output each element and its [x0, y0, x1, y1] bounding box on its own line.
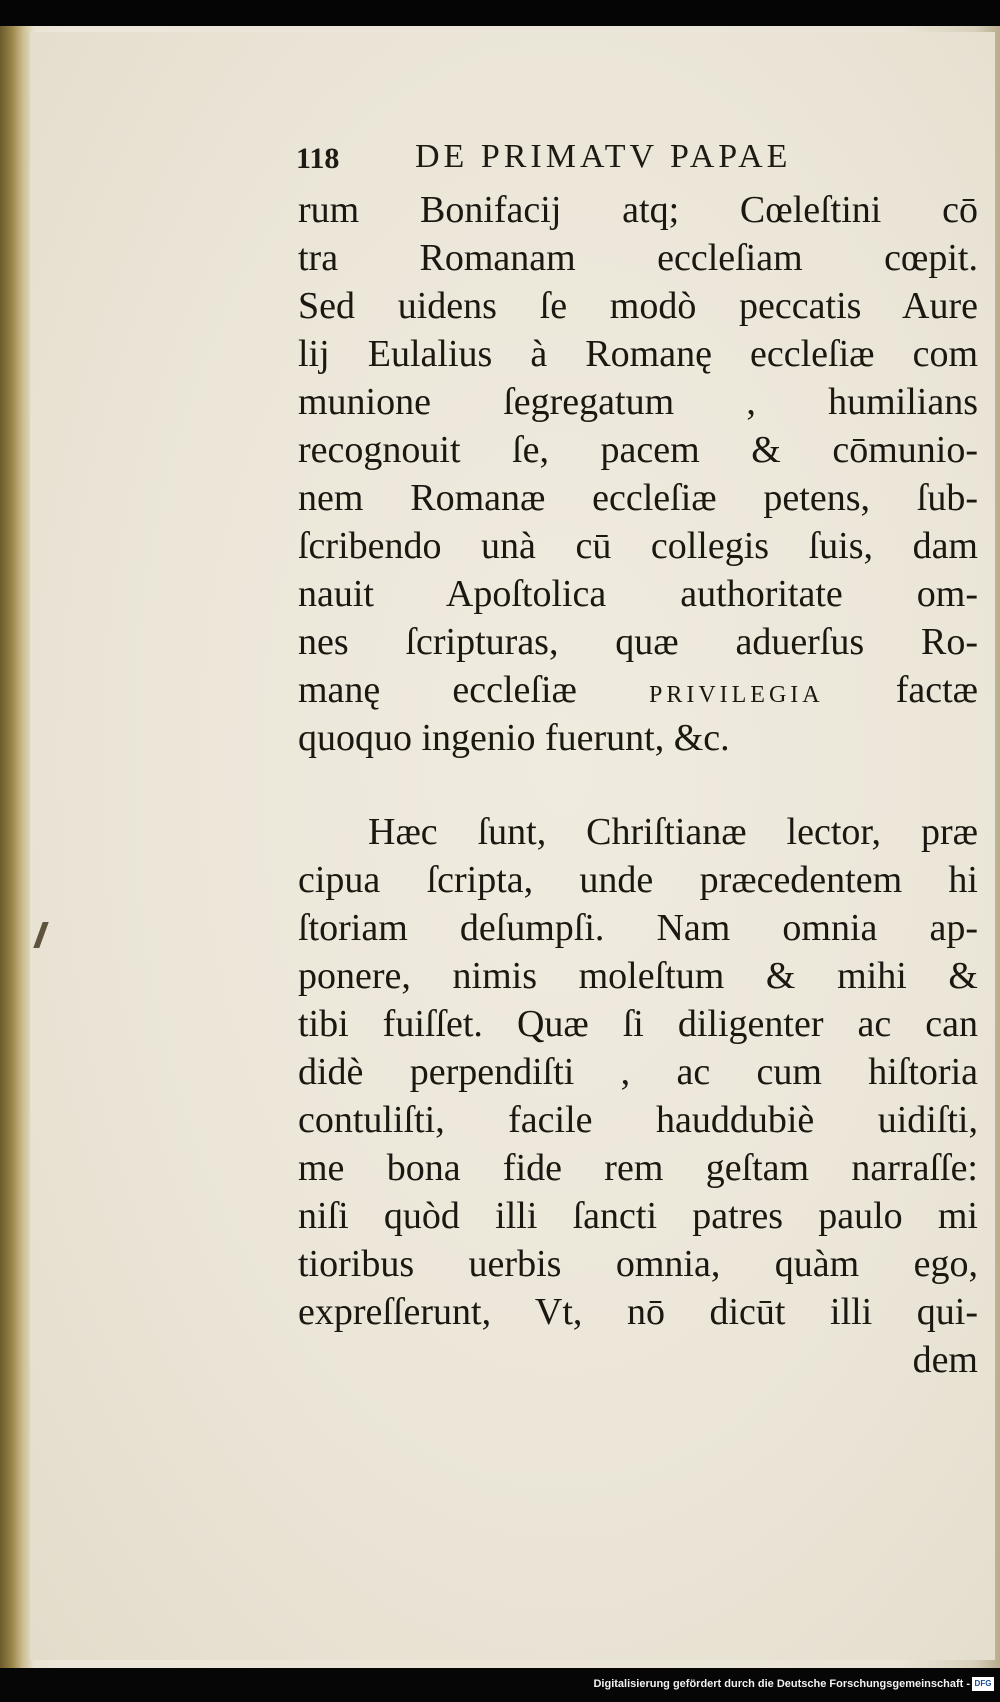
text-line: expreſſerunt, Vt, nō dicūt illi qui- [298, 1291, 978, 1333]
text-line: Hæc ſunt, Chriſtianæ lector, præ [368, 811, 978, 853]
catchword: dem [912, 1339, 978, 1381]
text-line: cipua ſcripta, unde præcedentem hi [298, 859, 978, 901]
page-number: 118 [296, 142, 340, 175]
text-line: recognouit ſe, pacem & cōmunio- [298, 429, 978, 471]
text-line: didè perpendiſti , ac cum hiſtoria [298, 1051, 978, 1093]
running-title: DE PRIMATV PAPAE [415, 138, 792, 175]
text-line: nes ſcripturas, quæ aduerſus Ro- [298, 621, 978, 663]
funding-credit: Digitalisierung gefördert durch die Deutsche Forschungsgemeinschaft - [593, 1678, 970, 1690]
text-line: rum Bonifacij atq; Cœleſtini cō [298, 189, 978, 231]
dfg-logo-icon: DFG [972, 1677, 994, 1691]
text-line: tioribus uerbis omnia, quàm ego, [298, 1243, 978, 1285]
text-segment: manę eccleſiæ [298, 669, 577, 711]
text-line: ſtoriam deſumpſi. Nam omnia ap- [298, 907, 978, 949]
text-line: nauit Apoſtolica authoritate om- [298, 573, 978, 615]
text-line: contuliſti, facile hauddubiè uidiſti, [298, 1099, 978, 1141]
text-line: ſcribendo unà cū collegis ſuis, dam [298, 525, 978, 567]
text-line-privilegia [298, 666, 978, 714]
text-line: niſi quòd illi ſancti patres paulo mi [298, 1195, 978, 1237]
text-line: munione ſegregatum , humilians [298, 381, 978, 423]
text-line: me bona fide rem geſtam narraſſe: [298, 1147, 978, 1189]
top-border [0, 0, 1000, 26]
text-line: lij Eulalius à Romanę eccleſiæ com [298, 333, 978, 375]
binding-mark [33, 922, 48, 948]
text-line: nem Romanæ eccleſiæ petens, ſub- [298, 477, 978, 519]
text-line: quoquo ingenio fuerunt, &c. [298, 717, 730, 759]
text-line: Sed uidens ſe modò peccatis Aure [298, 285, 978, 327]
text-line: tibi fuiſſet. Quæ ſi diligenter ac can [298, 1003, 978, 1045]
page-header [296, 138, 896, 188]
footer-bar [0, 1668, 1000, 1702]
text-line: tra Romanam eccleſiam cœpit. [298, 237, 978, 279]
text-segment: factæ [895, 669, 979, 711]
privilegia-smallcaps: PRIVILEGIA [648, 682, 824, 708]
text-line: ponere, nimis moleſtum & mihi & [298, 955, 978, 997]
